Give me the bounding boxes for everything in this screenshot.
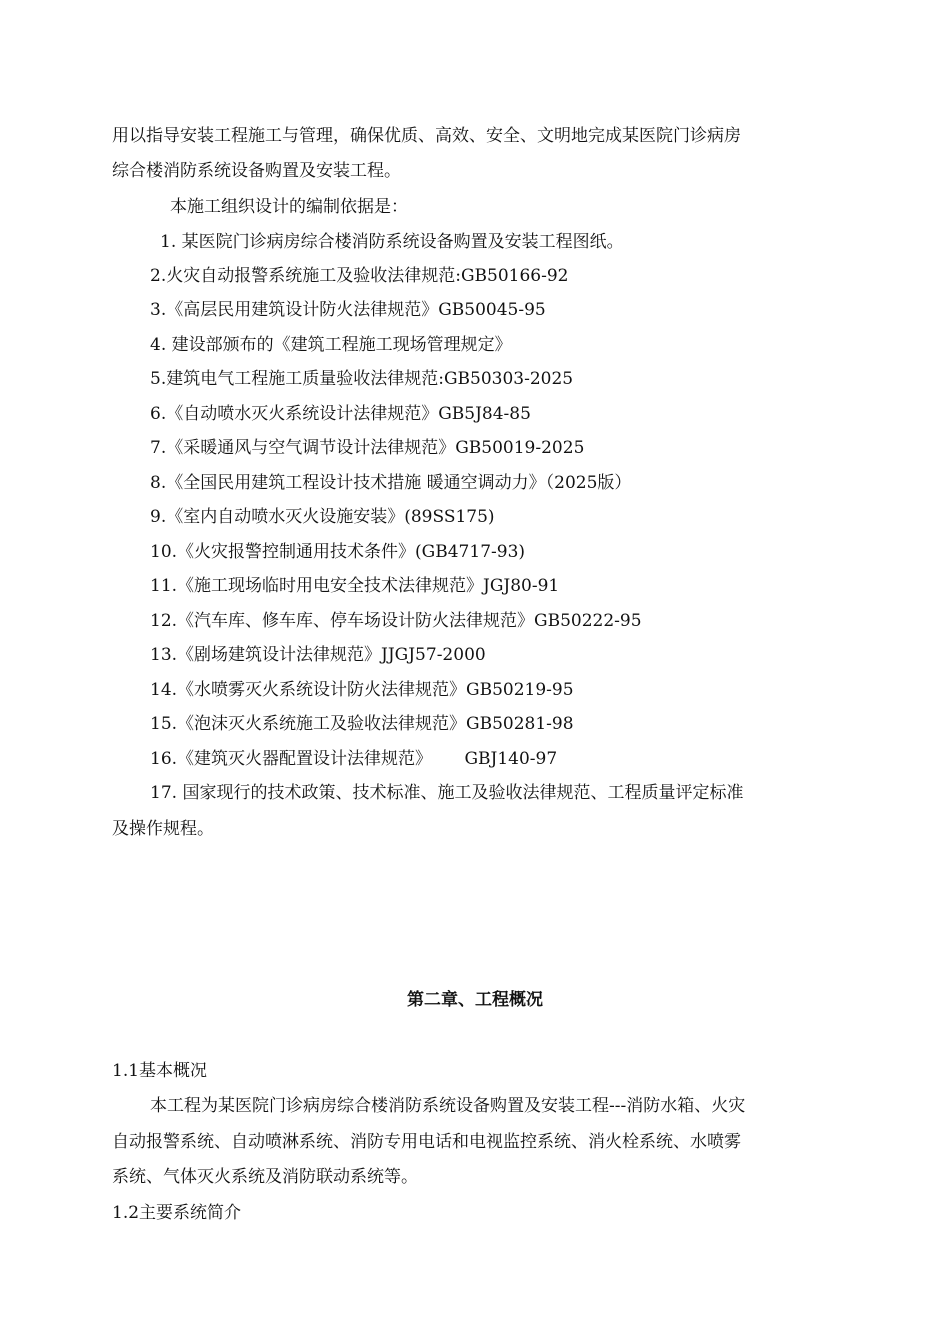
basis-item: 1. 某医院门诊病房综合楼消防系统设备购置及安装工程图纸。 [160,232,624,252]
basis-item: 2.火灾自动报警系统施工及验收法律规范:GB50166-92 [150,266,569,286]
basis-item: 15.《泡沫灭火系统施工及验收法律规范》GB50281-98 [150,714,574,734]
section-body-line: 系统、气体灭火系统及消防联动系统等。 [112,1167,418,1187]
section-title: 1.2主要系统简介 [112,1203,242,1223]
basis-item: 13.《剧场建筑设计法律规范》JJGJ57-2000 [150,645,486,665]
section-body-line: 自动报警系统、自动喷淋系统、消防专用电话和电视监控系统、消火栓系统、水喷雾 [112,1132,741,1152]
basis-item: 4. 建设部颁布的《建筑工程施工现场管理规定》 [150,335,512,355]
basis-item: 8.《全国民用建筑工程设计技术措施 暖通空调动力》（2025版） [150,473,632,493]
basis-item: 3.《高层民用建筑设计防火法律规范》GB50045-95 [150,300,546,320]
intro-line-2: 综合楼消防系统设备购置及安装工程。 [112,161,401,181]
basis-item: 11.《施工现场临时用电安全技术法律规范》JGJ80-91 [150,576,560,596]
chapter-title: 第二章、工程概况 [407,990,543,1010]
basis-item-17-line-1: 17. 国家现行的技术政策、技术标准、施工及验收法律规范、工程质量评定标准 [150,783,744,803]
basis-item: 16.《建筑灭火器配置设计法律规范》 GBJ140-97 [150,749,558,769]
basis-item: 9.《室内自动喷水灭火设施安装》(89SS175) [150,507,495,527]
basis-item: 10.《火灾报警控制通用技术条件》(GB4717-93) [150,542,526,562]
section-title: 1.1基本概况 [112,1061,208,1081]
basis-item: 14.《水喷雾灭火系统设计防火法律规范》GB50219-95 [150,680,574,700]
section-body-line: 本工程为某医院门诊病房综合楼消防系统设备购置及安装工程---消防水箱、火灾 [150,1096,746,1116]
basis-item-17-line-2: 及操作规程。 [112,819,214,839]
basis-item: 5.建筑电气工程施工质量验收法律规范:GB50303-2025 [150,369,574,389]
basis-heading: 本施工组织设计的编制依据是： [170,197,408,217]
intro-line-1: 用以指导安装工程施工与管理，确保优质、高效、安全、文明地完成某医院门诊病房 [112,126,741,146]
basis-item: 12.《汽车库、修车库、停车场设计防火法律规范》GB50222-95 [150,611,642,631]
basis-item: 7.《采暖通风与空气调节设计法律规范》GB50019-2025 [150,438,585,458]
basis-item: 6.《自动喷水灭火系统设计法律规范》GB5J84-85 [150,404,531,424]
